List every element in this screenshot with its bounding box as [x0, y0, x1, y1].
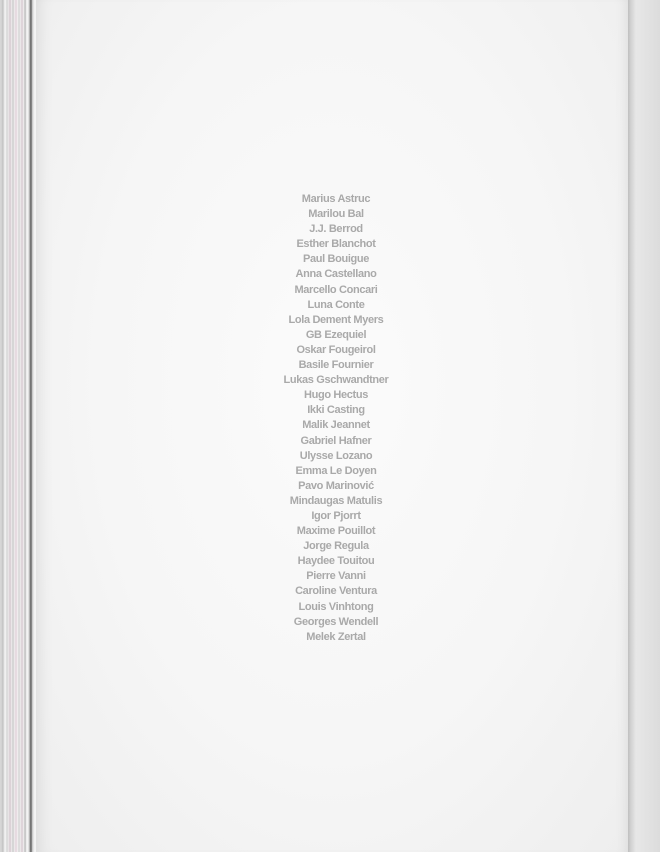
credit-name: Paul Bouigue — [302, 253, 370, 266]
credit-name: Anna Castellano — [295, 268, 377, 281]
credit-name: Maxime Pouillot — [296, 525, 376, 538]
credit-name: Georges Wendell — [293, 615, 379, 628]
credit-name: Caroline Ventura — [295, 585, 377, 598]
credit-name: Melek Zertal — [306, 630, 366, 643]
credit-name: Gabriel Hafner — [300, 434, 372, 447]
credit-name: Ikki Casting — [307, 404, 365, 417]
credits-list — [36, 192, 636, 645]
credit-name: Hugo Hectus — [304, 389, 368, 402]
credit-name: Mindaugas Matulis — [289, 494, 383, 507]
credit-name: Marcello Concari — [294, 283, 378, 296]
credit-name: Marilou Bal — [308, 208, 364, 221]
credit-name: Lukas Gschwandtner — [283, 374, 389, 387]
credit-name: Malik Jeannet — [302, 419, 370, 432]
credit-name: Luna Conte — [307, 298, 365, 311]
credit-name: Jorge Regula — [303, 540, 369, 553]
credit-name: Pavo Marinović — [298, 479, 374, 492]
credit-name: Haydee Touitou — [297, 555, 375, 568]
credit-name: Pierre Vanni — [306, 570, 366, 583]
credit-name: Esther Blanchot — [296, 238, 376, 251]
credit-name: J.J. Berrod — [309, 223, 363, 236]
credit-name: Emma Le Doyen — [295, 464, 377, 477]
credit-name: GB Ezequiel — [305, 328, 367, 341]
credit-name: Marius Astruc — [301, 193, 371, 205]
credit-name: Basile Fournier — [298, 359, 374, 372]
credit-name: Igor Pjorrt — [311, 509, 361, 522]
credit-name: Oskar Fougeirol — [296, 343, 376, 356]
credit-name: Ulysse Lozano — [299, 449, 373, 462]
credit-name: Louis Vinhtong — [298, 600, 374, 613]
credit-name: Lola Dement Myers — [288, 313, 384, 326]
page-edges — [0, 0, 36, 852]
